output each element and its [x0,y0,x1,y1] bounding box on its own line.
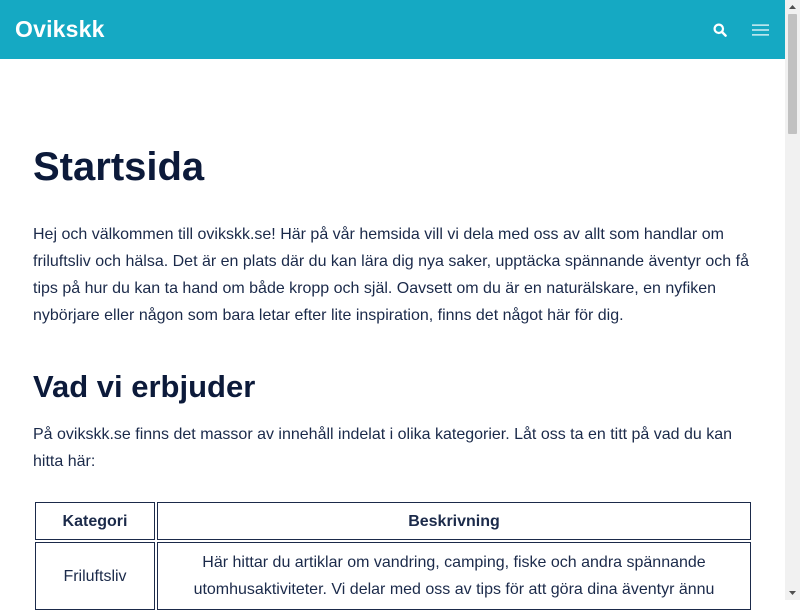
category-table [33,500,753,612]
column-header-category: Kategori [35,502,155,540]
table-cell-description: Här hittar du artiklar om vandring, camping, fiske och andra spännande utomhusaktiviteter. Vi delar med oss av tips för att göra dina äventyr ännu [157,542,751,610]
page-title: Startsida [33,145,205,189]
page-scrollbar[interactable] [785,0,800,600]
section-paragraph: På ovikskk.se finns det massor av innehåll indelat i olika kategorier. Låt oss ta en titt på vad du kan hitta här: [33,426,733,470]
site-header [0,0,785,59]
scrollbar-thumb[interactable] [788,14,797,134]
hamburger-menu-icon[interactable] [750,20,770,40]
site-logo[interactable]: Ovikskk [15,16,105,42]
scroll-up-arrow-icon[interactable] [785,0,800,14]
intro-paragraph: Hej och välkommen till ovikskk.se! Här på vår hemsida vill vi dela med oss av allt som handlar om friluftsliv och hälsa. Det är en plats där du kan lära dig nya saker, upptäcka spännande äventyr och få tips på hur du kan ta hand om både kropp och själ. Oavsett om du är en naturälskare, en nyfiken nybörjare eller någon som bara letar efter lite inspiration, finns det något här för dig. [33,226,749,324]
table-cell-category: Friluftsliv [35,542,155,610]
header-icons [710,20,770,40]
scroll-down-arrow-icon[interactable] [785,586,800,600]
section-heading: Vad vi erbjuder [33,369,256,404]
search-icon[interactable] [710,20,730,40]
column-header-description: Beskrivning [157,502,751,540]
table-header-row [35,502,751,540]
